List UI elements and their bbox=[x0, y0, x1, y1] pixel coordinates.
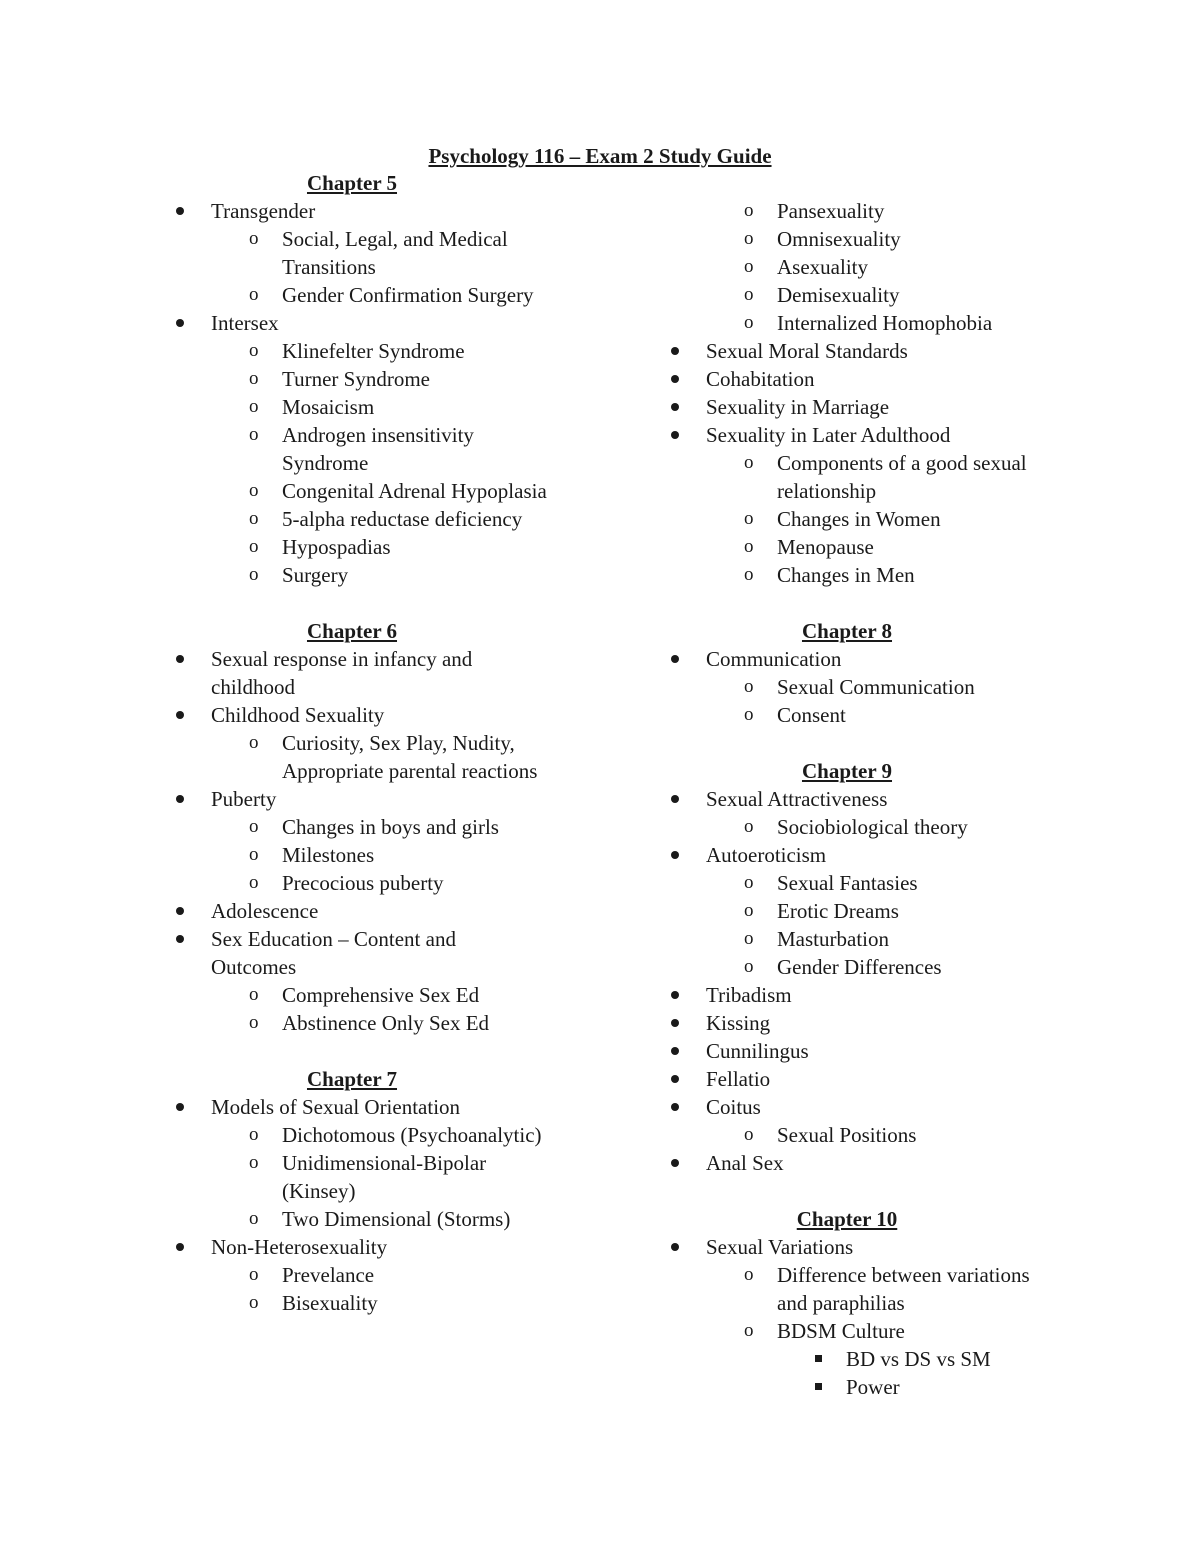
bullet-dot-icon bbox=[671, 1243, 679, 1251]
list-item bbox=[176, 1261, 596, 1289]
topic-label: Cunnilingus bbox=[706, 1039, 809, 1063]
subtopic-label: Sexual Communication bbox=[777, 675, 975, 699]
subtopic-label: Klinefelter Syndrome bbox=[282, 339, 465, 363]
subtopic-label: Internalized Homophobia bbox=[777, 311, 993, 335]
list-item bbox=[176, 505, 596, 533]
bullet-circle-icon: o bbox=[744, 508, 754, 529]
topic-label: Sexual response in infancy and childhood bbox=[211, 647, 473, 699]
list-item bbox=[671, 1121, 1091, 1149]
topic-label: Transgender bbox=[211, 199, 316, 223]
bullet-dot-icon bbox=[671, 851, 679, 859]
list-item bbox=[671, 673, 1091, 701]
bullet-dot-icon bbox=[671, 1159, 679, 1167]
list-item bbox=[671, 953, 1091, 981]
subtopic-label: Precocious puberty bbox=[282, 871, 444, 895]
list-item bbox=[671, 869, 1091, 897]
list-item bbox=[176, 897, 596, 925]
subtopic-label: Sexual Positions bbox=[777, 1123, 917, 1147]
subtopic-label: Milestones bbox=[282, 843, 375, 867]
list-item bbox=[671, 365, 1091, 393]
bullet-dot-icon bbox=[176, 207, 184, 215]
list-item bbox=[176, 785, 596, 897]
subtopic-label: Power bbox=[846, 1375, 900, 1399]
topic-list bbox=[671, 785, 1091, 1177]
subtopic-label: Two Dimensional (Storms) bbox=[282, 1207, 511, 1231]
chapter-8 bbox=[671, 617, 1091, 729]
list-item bbox=[671, 309, 1091, 337]
bullet-circle-icon: o bbox=[249, 1264, 259, 1285]
list-item bbox=[176, 225, 596, 281]
topic-label: Non-Heterosexuality bbox=[211, 1235, 388, 1259]
topic-label: Kissing bbox=[706, 1011, 771, 1035]
topic-label: Intersex bbox=[211, 311, 279, 335]
bullet-dot-icon bbox=[176, 907, 184, 915]
list-item bbox=[176, 421, 596, 477]
left-column bbox=[176, 169, 596, 1317]
subtopic-label: Gender Confirmation Surgery bbox=[282, 283, 534, 307]
bullet-circle-icon: o bbox=[744, 536, 754, 557]
list-item bbox=[671, 813, 1091, 841]
list-item bbox=[671, 925, 1091, 953]
section-spacer bbox=[176, 589, 596, 617]
bullet-circle-icon: o bbox=[249, 1292, 259, 1313]
bullet-circle-icon: o bbox=[744, 284, 754, 305]
chapter-title: Chapter 6 bbox=[306, 619, 398, 643]
bullet-circle-icon: o bbox=[249, 424, 259, 445]
topic-label: Adolescence bbox=[211, 899, 319, 923]
topic-label: Models of Sexual Orientation bbox=[211, 1095, 461, 1119]
subtopic-label: Components of a good sexual relationship bbox=[777, 451, 1027, 503]
list-item bbox=[671, 1345, 1091, 1373]
bullet-dot-icon bbox=[671, 431, 679, 439]
bullet-dot-icon bbox=[176, 1103, 184, 1111]
bullet-circle-icon: o bbox=[744, 900, 754, 921]
list-item bbox=[176, 309, 596, 589]
bullet-circle-icon: o bbox=[249, 816, 259, 837]
list-item bbox=[671, 1009, 1091, 1037]
bullet-circle-icon: o bbox=[744, 704, 754, 725]
list-item bbox=[176, 1233, 596, 1317]
list-item bbox=[176, 729, 596, 785]
list-item bbox=[671, 645, 1091, 729]
topic-label: Fellatio bbox=[706, 1067, 771, 1091]
bullet-dot-icon bbox=[176, 795, 184, 803]
bullet-circle-icon: o bbox=[744, 312, 754, 333]
bullet-circle-icon: o bbox=[744, 200, 754, 221]
subtopic-label: Sociobiological theory bbox=[777, 815, 968, 839]
bullet-square-icon bbox=[815, 1355, 822, 1362]
list-item bbox=[671, 421, 1091, 589]
topic-label: Sexual Variations bbox=[706, 1235, 854, 1259]
list-item bbox=[671, 981, 1091, 1009]
subtopic-label: Changes in boys and girls bbox=[282, 815, 499, 839]
topic-label: Coitus bbox=[706, 1095, 761, 1119]
subtopic-label: 5-alpha reductase deficiency bbox=[282, 507, 523, 531]
bullet-dot-icon bbox=[671, 991, 679, 999]
topic-label: Communication bbox=[706, 647, 842, 671]
section-spacer bbox=[176, 1037, 596, 1065]
bullet-circle-icon: o bbox=[744, 564, 754, 585]
list-item bbox=[671, 701, 1091, 729]
topic-label: Childhood Sexuality bbox=[211, 703, 385, 727]
bullet-circle-icon: o bbox=[249, 872, 259, 893]
list-item bbox=[671, 225, 1091, 253]
list-item bbox=[176, 197, 596, 309]
list-item bbox=[176, 1289, 596, 1317]
list-item bbox=[176, 701, 596, 785]
topic-label: Anal Sex bbox=[706, 1151, 784, 1175]
subtopic-label: Social, Legal, and Medical Transitions bbox=[282, 227, 508, 279]
list-item bbox=[176, 925, 596, 1037]
subtopic-label: Dichotomous (Psychoanalytic) bbox=[282, 1123, 542, 1147]
list-item bbox=[176, 1093, 596, 1233]
bullet-dot-icon bbox=[671, 1103, 679, 1111]
bullet-dot-icon bbox=[176, 711, 184, 719]
subtopic-label: Masturbation bbox=[777, 927, 889, 951]
list-item bbox=[671, 449, 1091, 505]
chapter-title: Chapter 9 bbox=[801, 759, 893, 783]
subtopic-label: Gender Differences bbox=[777, 955, 942, 979]
list-item bbox=[176, 841, 596, 869]
bullet-dot-icon bbox=[176, 1243, 184, 1251]
topic-list bbox=[671, 645, 1091, 729]
subtopic-label: Unidimensional-Bipolar (Kinsey) bbox=[282, 1151, 487, 1203]
list-item bbox=[176, 813, 596, 841]
chapter-7-continued bbox=[671, 197, 1091, 589]
list-item bbox=[671, 1149, 1091, 1177]
chapter-title: Chapter 7 bbox=[306, 1067, 398, 1091]
subtopic-label: Sexual Fantasies bbox=[777, 871, 918, 895]
subtopic-label: Pansexuality bbox=[777, 199, 885, 223]
bullet-dot-icon bbox=[671, 403, 679, 411]
section-spacer bbox=[671, 1177, 1091, 1205]
subtopic-label: Demisexuality bbox=[777, 283, 900, 307]
list-item bbox=[671, 1093, 1091, 1149]
topic-label: Puberty bbox=[211, 787, 277, 811]
list-item bbox=[176, 1205, 596, 1233]
topic-list bbox=[671, 1233, 1091, 1401]
list-item bbox=[671, 1317, 1091, 1401]
list-item bbox=[671, 1065, 1091, 1093]
subtopic-label: Omnisexuality bbox=[777, 227, 901, 251]
list-item bbox=[671, 785, 1091, 841]
subtopic-label: Androgen insensitivity Syndrome bbox=[282, 423, 474, 475]
subtopic-label: Congenital Adrenal Hypoplasia bbox=[282, 479, 547, 503]
bullet-circle-icon: o bbox=[249, 564, 259, 585]
subtopic-label: Turner Syndrome bbox=[282, 367, 430, 391]
section-spacer bbox=[671, 589, 1091, 617]
chapter-title: Chapter 5 bbox=[306, 171, 398, 195]
bullet-circle-icon: o bbox=[249, 1152, 259, 1173]
bullet-circle-icon: o bbox=[249, 284, 259, 305]
topic-list bbox=[176, 197, 596, 589]
subtopic-label: Bisexuality bbox=[282, 1291, 378, 1315]
subtopic-label: Comprehensive Sex Ed bbox=[282, 983, 480, 1007]
topic-label: Sexual Moral Standards bbox=[706, 339, 908, 363]
list-item bbox=[176, 281, 596, 309]
list-item bbox=[671, 1261, 1091, 1317]
bullet-circle-icon: o bbox=[744, 928, 754, 949]
list-item bbox=[671, 897, 1091, 925]
bullet-dot-icon bbox=[176, 319, 184, 327]
subtopic-label: Abstinence Only Sex Ed bbox=[282, 1011, 490, 1035]
bullet-circle-icon: o bbox=[744, 256, 754, 277]
bullet-circle-icon: o bbox=[744, 228, 754, 249]
bullet-circle-icon: o bbox=[744, 956, 754, 977]
bullet-circle-icon: o bbox=[744, 1264, 754, 1285]
topic-label: Sexual Attractiveness bbox=[706, 787, 888, 811]
bullet-dot-icon bbox=[671, 655, 679, 663]
bullet-circle-icon: o bbox=[249, 1208, 259, 1229]
bullet-circle-icon: o bbox=[744, 1124, 754, 1145]
topic-label: Sexuality in Marriage bbox=[706, 395, 890, 419]
bullet-circle-icon: o bbox=[744, 676, 754, 697]
list-item bbox=[671, 393, 1091, 421]
list-item bbox=[176, 561, 596, 589]
list-item bbox=[176, 645, 596, 701]
list-item bbox=[176, 477, 596, 505]
chapter-5 bbox=[176, 169, 596, 589]
right-column bbox=[671, 197, 1091, 1401]
list-item bbox=[176, 981, 596, 1009]
subtopic-label: BDSM Culture bbox=[777, 1319, 905, 1343]
bullet-circle-icon: o bbox=[249, 536, 259, 557]
list-item bbox=[671, 533, 1091, 561]
subtopic-label: Asexuality bbox=[777, 255, 868, 279]
list-item bbox=[671, 1037, 1091, 1065]
chapter-title: Chapter 10 bbox=[796, 1207, 898, 1231]
bullet-dot-icon bbox=[671, 1075, 679, 1083]
bullet-circle-icon: o bbox=[249, 508, 259, 529]
list-item bbox=[671, 561, 1091, 589]
list-item bbox=[671, 253, 1091, 281]
topic-label: Sexuality in Later Adulthood bbox=[706, 423, 951, 447]
topic-label: Cohabitation bbox=[706, 367, 815, 391]
subtopic-label: Erotic Dreams bbox=[777, 899, 899, 923]
subtopic-label: Mosaicism bbox=[282, 395, 375, 419]
bullet-dot-icon bbox=[671, 347, 679, 355]
bullet-dot-icon bbox=[671, 795, 679, 803]
bullet-circle-icon: o bbox=[744, 816, 754, 837]
list-item bbox=[671, 1233, 1091, 1401]
page-title: Psychology 116 – Exam 2 Study Guide bbox=[428, 144, 772, 168]
list-item bbox=[671, 281, 1091, 309]
topic-label: Autoeroticism bbox=[706, 843, 827, 867]
list-item bbox=[176, 1121, 596, 1149]
bullet-dot-icon bbox=[671, 1019, 679, 1027]
chapter-10 bbox=[671, 1205, 1091, 1401]
chapter-6 bbox=[176, 617, 596, 1037]
chapter-9 bbox=[671, 757, 1091, 1177]
chapter-7 bbox=[176, 1065, 596, 1317]
bullet-dot-icon bbox=[671, 375, 679, 383]
bullet-circle-icon: o bbox=[249, 1012, 259, 1033]
list-item bbox=[671, 337, 1091, 365]
bullet-circle-icon: o bbox=[249, 368, 259, 389]
list-item bbox=[671, 505, 1091, 533]
bullet-circle-icon: o bbox=[249, 1124, 259, 1145]
subtopic-label: Menopause bbox=[777, 535, 874, 559]
subtopic-label: Difference between variations and paraphilias bbox=[777, 1263, 1030, 1315]
bullet-dot-icon bbox=[671, 1047, 679, 1055]
bullet-square-icon bbox=[815, 1383, 822, 1390]
bullet-dot-icon bbox=[176, 655, 184, 663]
list-item bbox=[671, 197, 1091, 225]
list-item bbox=[176, 1009, 596, 1037]
topic-list bbox=[176, 645, 596, 1037]
list-item bbox=[176, 869, 596, 897]
subtopic-label: Consent bbox=[777, 703, 846, 727]
topic-label: Sex Education – Content and Outcomes bbox=[211, 927, 456, 979]
bullet-circle-icon: o bbox=[249, 480, 259, 501]
bullet-circle-icon: o bbox=[744, 452, 754, 473]
bullet-circle-icon: o bbox=[249, 984, 259, 1005]
bullet-dot-icon bbox=[176, 935, 184, 943]
list-item bbox=[176, 393, 596, 421]
list-item bbox=[176, 1149, 596, 1205]
topic-label: Tribadism bbox=[706, 983, 792, 1007]
section-spacer bbox=[671, 729, 1091, 757]
subtopic-label: Changes in Men bbox=[777, 563, 915, 587]
topic-list bbox=[671, 197, 1091, 589]
bullet-circle-icon: o bbox=[249, 844, 259, 865]
chapter-title: Chapter 8 bbox=[801, 619, 893, 643]
subtopic-label: Prevelance bbox=[282, 1263, 375, 1287]
bullet-circle-icon: o bbox=[744, 872, 754, 893]
subtopic-label: BD vs DS vs SM bbox=[846, 1347, 991, 1371]
bullet-circle-icon: o bbox=[249, 396, 259, 417]
bullet-circle-icon: o bbox=[249, 340, 259, 361]
subtopic-label: Surgery bbox=[282, 563, 349, 587]
list-item bbox=[176, 533, 596, 561]
bullet-circle-icon: o bbox=[249, 228, 259, 249]
list-item bbox=[176, 365, 596, 393]
list-item bbox=[176, 337, 596, 365]
subtopic-label: Curiosity, Sex Play, Nudity, Appropriate parental reactions bbox=[282, 731, 538, 783]
list-item bbox=[671, 841, 1091, 981]
subtopic-label: Changes in Women bbox=[777, 507, 941, 531]
subtopic-label: Hypospadias bbox=[282, 535, 391, 559]
bullet-circle-icon: o bbox=[744, 1320, 754, 1341]
topic-list bbox=[176, 1093, 596, 1317]
list-item bbox=[671, 1373, 1091, 1401]
bullet-circle-icon: o bbox=[249, 732, 259, 753]
